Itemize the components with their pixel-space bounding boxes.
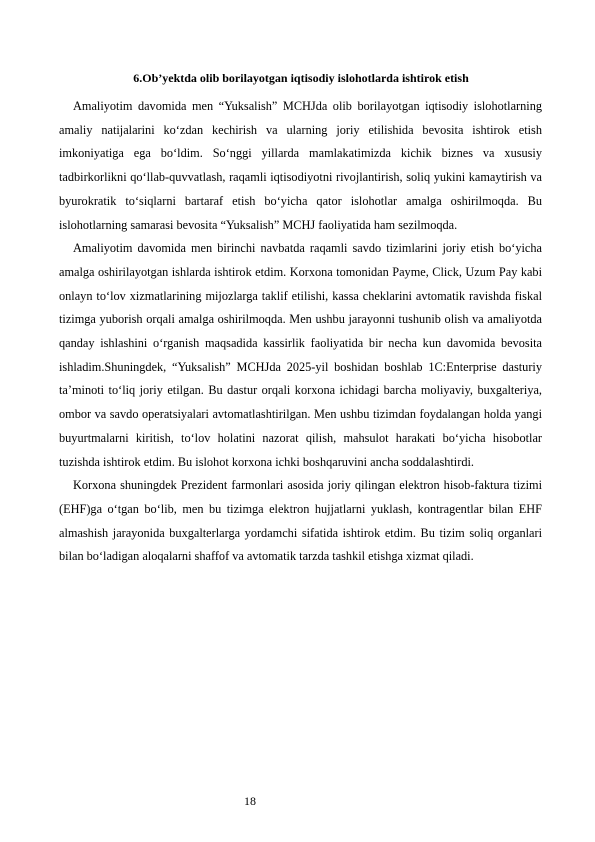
body-text <box>59 95 542 569</box>
paragraph-2: Amaliyotim davomida men birinchi navbatda raqamli savdo tizimlarini joriy etish bo‘yicha amalga oshirilayotgan ishlarda ishtirok etdim. Korxona tomonidan Payme, Click, Uzum Pay kabi onlayn to‘lov xizmatlarining mijozlarga taklif etilishi, kassa cheklarini avtomatik ravishda fiskal tizimga yuborish orqali amalga oshirilmoqda. Men ushbu jarayonni tushunib olish va amaliyotda qanday ishlashini o‘rganish maqsadida kassirlik faoliyatida bir necha kun davomida bevosita ishladim.Shuningdek, “Yuksalish” MCHJda 2025-yil boshidan boshlab 1C:Enterprise dasturiy ta’minoti to‘liq joriy etilgan. Bu dastur orqali korxona ichidagi barcha moliyaviy, buxgalteriya, ombor va savdo operatsiyalari avtomatlashtirilgan. Men ushbu tizimdan foydalangan holda yangi buyurtmalarni kiritish, to‘lov holatini nazorat qilish, mahsulot harakati bo‘yicha hisobotlar tuzishda ishtirok etdim. Bu islohot korxona ichki boshqaruvini ancha soddalashtirdi. <box>59 241 542 469</box>
paragraph-3: Korxona shuningdek Prezident farmonlari asosida joriy qilingan elektron hisob-faktura tizimi (EHF)ga o‘tgan bo‘lib, men bu tizimga elektron hujjatlarni yuklash, kontragentlar bilan EHF almashish jarayonida buxgalterlarga yordamchi sifatida ishtirok etdim. Bu tizim soliq organlari bilan bo‘ladigan aloqalarni shaffof va avtomatik tarzda tashkil etishga xizmat qiladi. <box>59 478 542 564</box>
page-number: 18 <box>244 794 256 808</box>
paragraph-1: Amaliyotim davomida men “Yuksalish” MCHJda olib borilayotgan iqtisodiy islohotlarning amaliy natijalarini ko‘zdan kechirish va ularning joriy etilishida bevosita ishtirok etish imkoniyatiga ega bo‘ldim. So‘nggi yillarda mamlakatimizda kichik biznes va xususiy tadbirkorlikni qo‘llab-quvvatlash, raqamli iqtisodiyotni rivojlantirish, soliq yukini kamaytirish va byurokratik to‘siqlarni bartaraf etish bo‘yicha qator islohotlar amalga oshirilmoqda. Bu islohotlarning samarasi bevosita “Yuksalish” MCHJ faoliyatida ham sezilmoqda. <box>59 99 542 232</box>
section-heading: 6.Ob’yektda olib borilayotgan iqtisodiy islohotlarda ishtirok etish <box>133 71 469 85</box>
